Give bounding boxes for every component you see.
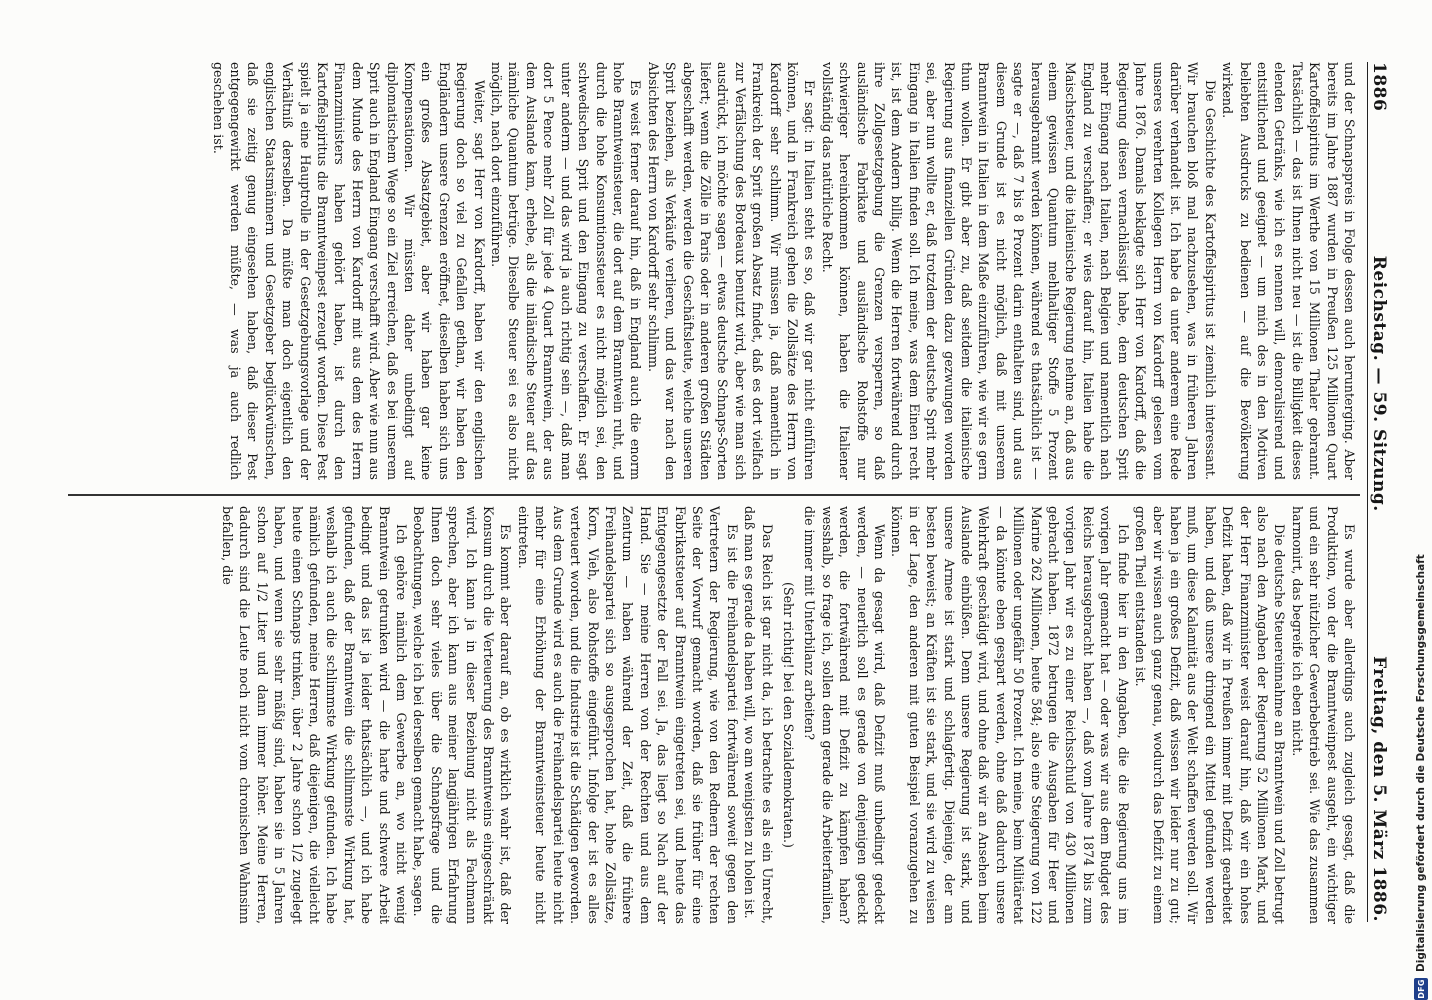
funding-credit	[1410, 20, 1432, 1000]
dfg-logo-icon: DFG	[1414, 978, 1428, 1000]
header-title: Reichstag. — 59. Sitzung.	[1369, 255, 1389, 512]
paragraph: Es weist ferner darauf hin, daß in England auch die enorm hohe Branntweinsteuer, die dort auf dem Branntwein ruht, und durch die hohe Konsumtionssteuer es nicht möglich sei, den schwedischen Sprit und den Eingang zu verschaffen. Er sagt unter anderm — und das wird ja auch richtig sein —, daß man dort 5 Pence mehr Zoll für jede 4 Quart Branntwein, der aus dem Auslande kam, erhebe, als die inländische Steuer auf das nämliche Quantum betrüge. Dieselbe Steuer sei es also nicht möglich, nach dort einzuführen.	[489, 62, 644, 480]
paragraph: Er sagt: in Italien steht es so, daß wir gar nicht einführen können, und in Frankreich gehen die Zollsätze des Herrn von Kardorff sehr schlimm. Wir müssen ja, daß namentlich in Frankreich der Sprit großen Absatz findet, daß es dort vielfach zur Verfälschung des Bordeaux benutzt wird, aber wie man sich ausdrückt, ich möchte sagen — etwas deutsche Schnaps-Sorten liefert; wenn die Zölle in Paris oder in anderen großen Städten abgeschafft werden, werden die Geschäftsleute, welche unseren Sprit beziehen, als Verkäufe verlieren, und das war nach den Absichten des Herrn von Kardorff sehr schlimm.	[645, 62, 818, 480]
interjection: (Sehr richtig! bei den Sozialdemokraten.)	[781, 582, 796, 848]
paragraph: Es wurde aber allerdings auch zugleich gesagt, daß die Produktion, von der die Branntweinpest ausgeht, ein wichtiger und ein sehr nützlicher Gewerbebetrieb sei. Wie das zusammen harmonirt, das begreife ich eben nicht.	[1289, 506, 1357, 924]
page-header	[1367, 62, 1390, 922]
paragraph: Die Geschichte des Kartoffelspiritus ist ziemlich interessant. Wir brauchen bloß mal nachzusehen, was in früheren Jahren darüber verhandelt ist. Ich habe da unter anderem eine Rede unseres verehrten Kollegen Herrn von Kardorff gelesen vom Jahre 1876. Damals beklagte sich Herr von Kardorff, daß die Regierung diesen vernachlässigt habe, dem deutschen Sprit mehr Eingang nach Italien, nach Belgien und namentlich nach England zu verschaffen; er wies darauf hin, Italien habe die Maischsteuer, und die italienische Regierung nehme an, daß aus einem gewissen Quantum mehlhaltiger Stoffe 5 Prozent herausgebrannt werden können, während es thatsächlich ist — sagte er —, daß 7 bis 8 Prozent darin enthalten sind, und aus diesem Grunde ist es nicht möglich, daß mit unserem Branntwein in Italien in dem Maße einzuführen, wie wir es gern thun wollen. Er gibt aber zu, daß seitdem die italienische Regierung aus finanziellen Gründen dazu gezwungen worden sei, aber nun wollte er, daß trotzdem der deutsche Sprit mehr Eingang in Italien finden soll. Ich meine, was dem Einen recht ist, ist dem Andern billig. Wenn die Herren fortwährend durch ihre Zollgesetzgebung die Grenzen versperren, so daß ausländische Fabrikate und ausländische Rohstoffe nur schwieriger hereinkommen können, haben die Italiener vollständig das natürliche Recht.	[819, 62, 1218, 480]
paragraph: Wenn da gesagt wird, daß Defizit muß unbedingt gedeckt werden, — neuerlich soll es gerade von denjenigen gedeckt werden, die fortwährend mit Defizit zu kämpfen haben? wesshalb, so frage ich, sollen denn gerade die Arbeiterfamilien, die immer mit Unterbilanz arbeiten?	[802, 506, 888, 924]
paragraph: Es ist die Freihandelspartei fortwährend soweit gegen den Vertretern der Regierung, wie von den Rednern der rechten Seite der Vorwurf gemacht worden, daß sie früher für eine Fabrikatsteuer auf Branntwein eingetreten sei, und heute das Entgegengesetzte der Fall sei. Ja, das liegt so Nach auf der Hand. Sie — meine Herren von der Rechten und aus dem Zentrum — haben während der Zeit, daß die frühere Freihandelspartei sich so ausgesprochen hat, hohe Zollsätze, Korn, Vieh, also Rohstoffe eingeführt. Infolge der ist es alles verteuert worden, und die Industrie ist die Schädigen geworden. Aus dem Grunde wird es auch die Freihandelspartei heute nicht mehr für eine Erhöhung der Branntweinsteuer heute nicht eintreten.	[515, 506, 740, 924]
header-date: Freitag, den 5. März 1886.	[1369, 656, 1389, 922]
paragraph: und der Schnapspreis in Folge dessen auch herunterging. Aber bereits im Jahre 1887 wurden in Preußen 125 Millionen Quart Kartoffelspiritus im Werthe von 15 Millionen Thaler gebrannt. Tatsächlich — das ist Ihnen nicht neu — ist die Billigkeit dieses elenden Getränks, wie ich es nennen will, demoralisirend und entsittlichend und geeignet — um mich des in den Motiven beliebten Ausdrucks zu bedienen — auf die Bevölkerung wirkend.	[1220, 62, 1357, 480]
rotated-document	[60, 62, 1390, 922]
header-year: 1886	[1369, 62, 1389, 112]
paragraph: Ich finde hier in den Angaben, die die Regierung uns im vorigen Jahr gemacht hat — oder was wir aus dem Budget des Reichs herausgebracht haben —, daß vom Jahre 1874 bis zum vorigen Jahr wir es zu einer Reichsschuld von 430 Millionen gebracht haben. 1872 betrugen die Ausgaben für Heer und Marine 262 Millionen, heute 584; also eine Steigerung von 122 Millionen oder ungefähr 50 Prozent. Ich meine, beim Militäretat — da könnte eben gespart werden, ohne daß dadurch unsere Wehrkraft geschädigt wird, und ohne daß wir an Ansehen beim Auslande einbüßen. Denn unsere Regierung ist stark, und unsere Armee ist stark und schlagfertig. Diejenige, der am besten beweist; an Kräften ist sie stark, und sie wird zu weisen in der Lage, den anderen mit guten Beispiel voranzugehen zu können.	[889, 506, 1131, 924]
paragraph: Weiter, sagt Herr von Kardorff, haben wir den englischen Regierung doch so viel zu Gefallen gethan, wir haben den Engländern unsere Grenzen eröffnet, dieselben haben sich uns ein großes Absatzgebiet, aber wir haben gar keine Kompensationen. Wir müssten daher unbedingt auf diplomatischem Wege so ein Ziel erreichen, daß es bei unserem Sprit auch in England Eingang verschafft wird. Aber wie nun aus dem Munde des Herrn von Kardorff mit aus dem des Herrn Finanzministers haben gehört haben, ist durch den Kartoffelspiritus die Branntweinpest erzeugt worden. Diese Pest spielt ja eine Hauptrolle in der Gesetzgebungsvorlage und der Verhältniß derselben. Da müßte man doch eigentlich den englischen Staatsmännern und Gesetzgeber beglückwünschen, daß sie zeitig genug eingesehen haben, daß dieser Pest entgegengewirkt werden müßte, — was ja auch redlich geschehen ist.	[210, 62, 487, 480]
left-column	[68, 62, 1358, 480]
column-divider	[68, 494, 1360, 496]
paragraph: Das Reich ist gar nicht da, ich betrachte es als ein Unrecht, daß man es gerade da haben will, wo am wenigsten zu holen ist.	[742, 506, 775, 924]
right-column	[68, 506, 1358, 924]
paragraph: Die deutsche Steuereinnahme an Branntwein und Zoll betrugt also nach den Angaben der Regierung 52 Millionen Mark, und der Herr Finanzminister weist darauf hin, daß wir ein hohes Defizit haben, daß wir in Preußen immer mit Defizit gearbeitet haben, und daß unsere dringend ein Mittel gefunden werden muß, um diese Kalamität aus der Welt schaffen werden soll. Wir haben ja ein großes Defizit, daß wissen wir leider nur zu gut; aber wir wissen auch ganz genau, wodurch das Defizit zu einem großen Theil entstanden ist.	[1133, 506, 1288, 924]
funding-sidebar	[1408, 0, 1432, 1000]
funding-credit-text: Digitalisierung gefördert durch die Deutsche Forschungsgemeinschaft	[1415, 554, 1427, 972]
paragraph: Ich gehöre nämlich dem Gewerbe an, wo nicht wenig Branntwein getrunken wird — die harte und schwere Arbeit bedingt und das ist ja leider thatsächlich —, und ich habe gefunden, daß der Branntwein die schlimmste Wirkung hat, weshalb ich auch die schlimmste Wirkung gefunden. Ich habe nämlich gefunden, meine Herren, daß diejenigen, die vielleicht heute einen Schnaps trinken, über 2 Jahre schon 1/2 zugelegt haben, und wenn sie sehr mäßig sind, haben sie in 5 Jahren schon auf 1/2 Liter und dann immer höher. Meine Herren, dadurch sind die Leute noch nicht vom chronischen Wahnsinn befallen, die	[220, 506, 410, 924]
paragraph: Es kommt aber darauf an, ob es wirklich wahr ist, daß der Konsum durch die Verteuerung des Branntweins eingeschränkt wird. Ich kann ja in dieser Beziehung nicht als Fachmann sprechen, aber ich kann aus meiner langjährigen Erfahrung Ihnen doch sehr vieles über die Schnapsfrage und die Beobachtungen, welche ich bei derselben gemacht habe, sagen.	[411, 506, 514, 924]
